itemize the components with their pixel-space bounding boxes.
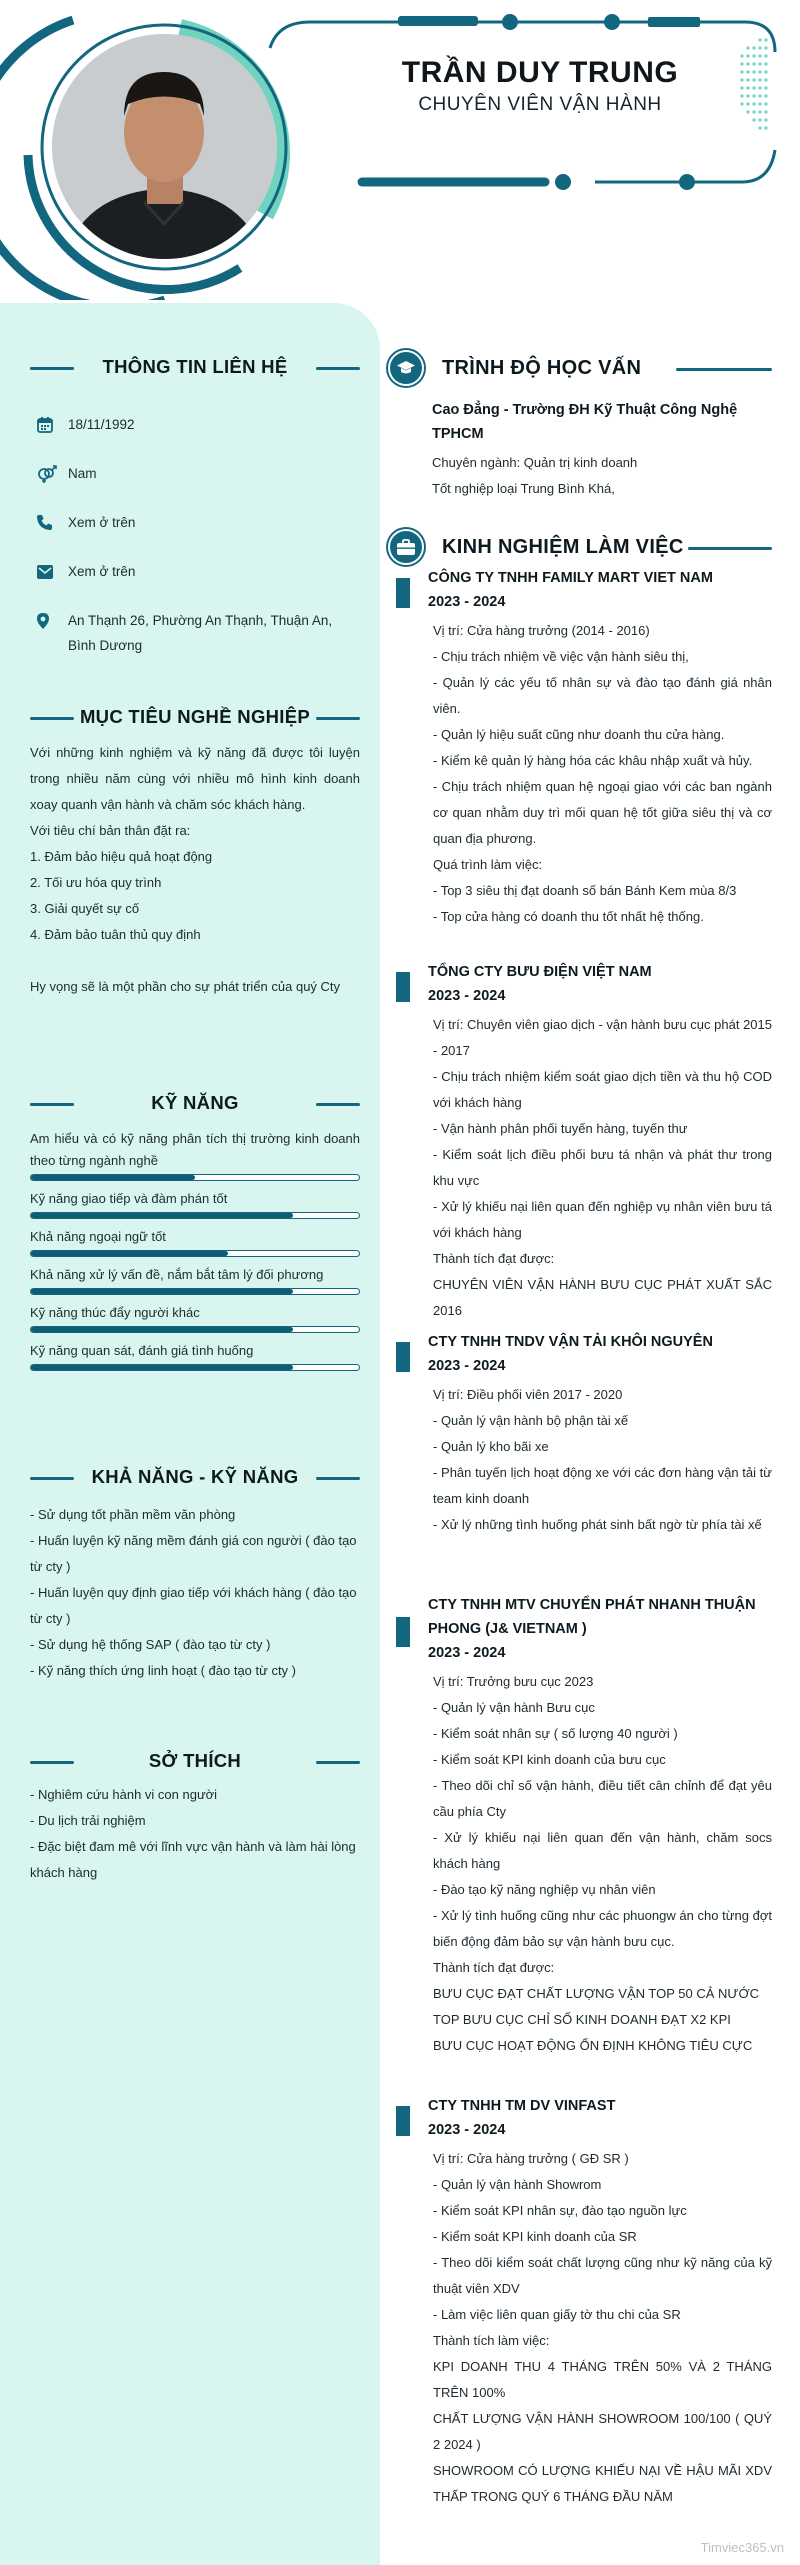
- email-icon: [30, 559, 68, 584]
- abilities-list: - Sử dụng tốt phần mềm văn phòng - Huấn luyện kỹ năng mềm đánh giá con người ( đào tạo từ cty ) - Huấn luyện quy định giao tiếp với khách hàng ( đào tạo từ cty ) - Sử dụng hệ thống SAP ( đào tạo từ cty ) - Kỹ năng thích ứng linh hoạt ( đào tạo từ cty ): [30, 1507, 357, 1678]
- title-rule: [316, 1477, 360, 1480]
- profile-photo: [52, 34, 277, 259]
- title-rule: [688, 547, 772, 550]
- job-entry: TỔNG CTY BƯU ĐIỆN VIỆT NAM 2023 - 2024 Vị trí: Chuyên viên giao dịch - vận hành bưu cục phát 2015 - 2017 - Chịu trách nhiệm kiểm soát giao dịch tiền và thu hộ COD với khách hàng - Vận hành phân phối tuyến hàng, tuyến thư - Kiểm soát lịch điều phối bưu tá nhận và phát thư trong khu vực - Xử lý khiếu nại liên quan đến nghiệp vụ nhân viên bưu tá với khách hàng Thành tích đạt được: CHUYÊN VIÊN VẬN HÀNH BƯU CỤC PHÁT XUẤT SẮC 2016: [388, 960, 772, 1324]
- job-entry: CÔNG TY TNHH FAMILY MART VIET NAM 2023 - 2024 Vị trí: Cửa hàng trưởng (2014 - 2016) - Chịu trách nhiệm về việc vận hành siêu thị, - Quản lý các yếu tố nhân sự và đào tạo đánh giá nhân viên. - Quản lý hiệu suất cũng như doanh thu cửa hàng. - Kiểm kê quản lý hàng hóa các khâu nhập xuất và hủy. - Chịu trách nhiệm quan hệ ngoại giao với các ban ngành cơ quan nhằm duy trì mối quan hệ tốt giữa siêu thị và cơ quan địa phương. Quá trình làm việc: - Top 3 siêu thị đạt doanh số bán Bánh Kem mùa 8/3 - Top cửa hàng có doanh thu tốt nhất hệ thống.: [388, 566, 772, 930]
- skills-list: [30, 1128, 360, 1378]
- skill-bar: [30, 1326, 360, 1333]
- location-pin-icon: [30, 608, 68, 633]
- title-rule: [316, 1103, 360, 1106]
- job-details: Vị trí: Điều phối viên 2017 - 2020 - Quản lý vận hành bộ phận tài xế - Quản lý kho bãi xe - Phân tuyến lịch hoạt động xe với các đơn hàng vận tải từ team kinh doanh - Xử lý những tình huống phát sinh bất ngờ từ phía tài xế: [433, 1387, 772, 1532]
- skill-item: Am hiểu và có kỹ năng phân tích thị trường kinh doanh theo từng ngành nghề: [30, 1128, 360, 1181]
- hobbies-section-title: SỞ THÍCH: [30, 1750, 360, 1772]
- skill-item: Kỹ năng thúc đẩy người khác: [30, 1302, 360, 1333]
- job-marker: [396, 972, 410, 1002]
- briefcase-icon: [388, 529, 424, 565]
- candidate-title: CHUYÊN VIÊN VẬN HÀNH: [418, 94, 662, 115]
- contact-address: An Thạnh 26, Phường An Thạnh, Thuận An, Bình Dương: [30, 608, 360, 658]
- experience-section-title: KINH NGHIỆM LÀM VIỆC: [388, 527, 772, 567]
- job-details: Vị trí: Cửa hàng trưởng (2014 - 2016) - Chịu trách nhiệm về việc vận hành siêu thị, - Quản lý các yếu tố nhân sự và đào tạo đánh giá nhân viên. - Quản lý hiệu suất cũng như doanh thu cửa hàng. - Kiểm kê quản lý hàng hóa các khâu nhập xuất và hủy. - Chịu trách nhiệm quan hệ ngoại giao với các ban ngành cơ quan nhằm duy trì mối quan hệ tốt giữa siêu thị và cơ quan địa phương. Quá trình làm việc: - Top 3 siêu thị đạt doanh số bán Bánh Kem mùa 8/3 - Top cửa hàng có doanh thu tốt nhất hệ thống.: [433, 623, 772, 924]
- skill-bar-fill: [31, 1175, 195, 1180]
- skill-bar-fill: [31, 1213, 293, 1218]
- education-section-title: TRÌNH ĐỘ HỌC VẤN: [388, 348, 772, 388]
- phone-icon: [30, 510, 68, 535]
- title-rule: [676, 368, 772, 371]
- skill-bar: [30, 1250, 360, 1257]
- skill-item: Khả năng xử lý vấn đề, nắm bắt tâm lý đối phương: [30, 1264, 360, 1295]
- job-entry: CTY TNHH TM DV VINFAST 2023 - 2024 Vị trí: Cửa hàng trưởng ( GĐ SR ) - Quản lý vận hành Showrom - Kiểm soát KPI nhân sự, đào tạo nguồn lực - Kiểm soát KPI kinh doanh của SR - Theo dõi kiểm soát chất lượng cũng như kỹ năng của kỹ thuật viên XDV - Làm việc liên quan giấy tờ thu chi của SR Thành tích làm việc: KPI DOANH THU 4 THÁNG TRÊN 50% VÀ 2 THÁNG TRÊN 100% CHẤT LƯỢNG VẬN HÀNH SHOWROOM 100/100 ( QUÝ 2 2024 ) SHOWROOM CÓ LƯỢNG KHIẾU NẠI VỀ HẬU MÃI XDV THẤP TRONG QUÝ 6 THÁNG ĐẦU NĂM: [388, 2094, 772, 2510]
- avatar: [52, 34, 277, 259]
- skill-bar: [30, 1288, 360, 1295]
- skill-item: Kỹ năng giao tiếp và đàm phán tốt: [30, 1188, 360, 1219]
- name-block: [330, 56, 750, 116]
- candidate-name: TRẦN DUY TRUNG: [401, 56, 679, 89]
- job-details: Vị trí: Chuyên viên giao dịch - vận hành bưu cục phát 2015 - 2017 - Chịu trách nhiệm kiểm soát giao dịch tiền và thu hộ COD với khách hàng - Vận hành phân phối tuyến hàng, tuyến thư - Kiểm soát lịch điều phối bưu tá nhận và phát thư trong khu vực - Xử lý khiếu nại liên quan đến nghiệp vụ nhân viên bưu tá với khách hàng Thành tích đạt được: CHUYÊN VIÊN VẬN HÀNH BƯU CỤC PHÁT XUẤT SẮC 2016: [433, 1017, 772, 1318]
- contact-birthday: 18/11/1992: [30, 412, 360, 437]
- skill-bar-fill: [31, 1251, 228, 1256]
- hobbies-list: - Nghiêm cứu hành vi con người - Du lịch trải nghiệm - Đặc biệt đam mê với lĩnh vực vận hành và làm hài lòng khách hàng: [30, 1787, 356, 1880]
- contact-email: Xem ở trên: [30, 559, 360, 584]
- title-rule: [30, 1761, 74, 1764]
- job-entry: CTY TNHH TNDV VẬN TẢI KHÔI NGUYÊN 2023 - 2024 Vị trí: Điều phối viên 2017 - 2020 - Quản lý vận hành bộ phận tài xế - Quản lý kho bãi xe - Phân tuyến lịch hoạt động xe với các đơn hàng vận tải từ team kinh doanh - Xử lý những tình huống phát sinh bất ngờ từ phía tài xế: [388, 1330, 772, 1538]
- title-rule: [30, 367, 74, 370]
- title-rule: [30, 717, 74, 720]
- skill-bar: [30, 1212, 360, 1219]
- skill-bar-fill: [31, 1327, 293, 1332]
- objective-text: Với những kinh nghiệm và kỹ năng đã được tôi luyện trong nhiều năm cùng với nhiều mô hình kinh doanh xoay quanh vận hành và chăm sóc khách hàng. Với tiêu chí bản thân đặt ra: 1. Đảm bảo hiệu quả hoạt động 2. Tối ưu hóa quy trình 3. Giải quyết sự cố 4. Đảm bảo tuân thủ quy định Hy vọng sẽ là một phần cho sự phát triển của quý Cty: [30, 745, 360, 994]
- objective-section-title: MỤC TIÊU NGHỀ NGHIỆP: [30, 706, 360, 728]
- contact-gender: Nam: [30, 461, 360, 486]
- contact-section-title: THÔNG TIN LIÊN HỆ: [30, 356, 360, 378]
- title-rule: [316, 717, 360, 720]
- contact-list: [30, 412, 360, 682]
- skill-bar-fill: [31, 1289, 293, 1294]
- job-marker: [396, 578, 410, 608]
- gender-icon: [30, 461, 68, 486]
- job-marker: [396, 1617, 410, 1647]
- contact-phone: Xem ở trên: [30, 510, 360, 535]
- education-section: [388, 348, 772, 502]
- job-marker: [396, 2106, 410, 2136]
- job-details: Vị trí: Trưởng bưu cục 2023 - Quản lý vận hành Bưu cục - Kiểm soát nhân sự ( số lượng 40 người ) - Kiểm soát KPI kinh doanh của bưu cục - Theo dõi chỉ số vận hành, điều tiết cân chỉnh để đạt yêu cầu phía Cty - Xử lý khiếu nại liên quan đến vận hành, chăm socs khách hàng - Đào tạo kỹ năng nghiệp vụ nhân viên - Xử lý tình huống cũng như các phuongw án cho từng đợt biến động đảm bảo sự vận hành bưu cục. Thành tích đạt được: BƯU CỤC ĐẠT CHẤT LƯỢNG VẬN TOP 50 CẢ NƯỚC TOP BƯU CỤC CHỈ SỐ KINH DOANH ĐẠT X2 KPI BƯU CỤC HOẠT ĐỘNG ỔN ĐỊNH KHÔNG TIÊU CỰC: [433, 1674, 772, 2053]
- cv-header: [0, 0, 800, 300]
- skill-bar: [30, 1364, 360, 1371]
- graduation-cap-icon: [388, 350, 424, 386]
- calendar-icon: [30, 412, 68, 437]
- job-marker: [396, 1342, 410, 1372]
- education-entry: Cao Đẳng - Trường ĐH Kỹ Thuật Công Nghệ TPHCM Chuyên ngành: Quản trị kinh doanh Tốt nghiệp loại Trung Bình Khá,: [432, 402, 738, 496]
- title-rule: [30, 1103, 74, 1106]
- title-rule: [30, 1477, 74, 1480]
- job-details: Vị trí: Cửa hàng trưởng ( GĐ SR ) - Quản lý vận hành Showrom - Kiểm soát KPI nhân sự, đào tạo nguồn lực - Kiểm soát KPI kinh doanh của SR - Theo dõi kiểm soát chất lượng cũng như kỹ năng của kỹ thuật viên XDV - Làm việc liên quan giấy tờ thu chi của SR Thành tích làm việc: KPI DOANH THU 4 THÁNG TRÊN 50% VÀ 2 THÁNG TRÊN 100% CHẤT LƯỢNG VẬN HÀNH SHOWROOM 100/100 ( QUÝ 2 2024 ) SHOWROOM CÓ LƯỢNG KHIẾU NẠI VỀ HẬU MÃI XDV THẤP TRONG QUÝ 6 THÁNG ĐẦU NĂM: [433, 2151, 772, 2504]
- skills-section-title: KỸ NĂNG: [30, 1092, 360, 1114]
- watermark: Timviec365.vn: [700, 2540, 784, 2555]
- skill-bar-fill: [31, 1365, 293, 1370]
- skill-bar: [30, 1174, 360, 1181]
- skill-item: Kỹ năng quan sát, đánh giá tình huống: [30, 1340, 360, 1371]
- experience-section: [388, 527, 772, 567]
- title-rule: [316, 1761, 360, 1764]
- skill-item: Khả năng ngoại ngữ tốt: [30, 1226, 360, 1257]
- job-entry: CTY TNHH MTV CHUYỂN PHÁT NHANH THUẬN PHONG (J& VIETNAM ) 2023 - 2024 Vị trí: Trưởng bưu cục 2023 - Quản lý vận hành Bưu cục - Kiểm soát nhân sự ( số lượng 40 người ) - Kiểm soát KPI kinh doanh của bưu cục - Theo dõi chỉ số vận hành, điều tiết cân chỉnh để đạt yêu cầu phía Cty - Xử lý khiếu nại liên quan đến vận hành, chăm socs khách hàng - Đào tạo kỹ năng nghiệp vụ nhân viên - Xử lý tình huống cũng như các phuongw án cho từng đợt biến động đảm bảo sự vận hành bưu cục. Thành tích đạt được: BƯU CỤC ĐẠT CHẤT LƯỢNG VẬN TOP 50 CẢ NƯỚC TOP BƯU CỤC CHỈ SỐ KINH DOANH ĐẠT X2 KPI BƯU CỤC HOẠT ĐỘNG ỔN ĐỊNH KHÔNG TIÊU CỰC: [388, 1593, 772, 2059]
- abilities-section-title: KHẢ NĂNG - KỸ NĂNG: [30, 1466, 360, 1488]
- title-rule: [316, 367, 360, 370]
